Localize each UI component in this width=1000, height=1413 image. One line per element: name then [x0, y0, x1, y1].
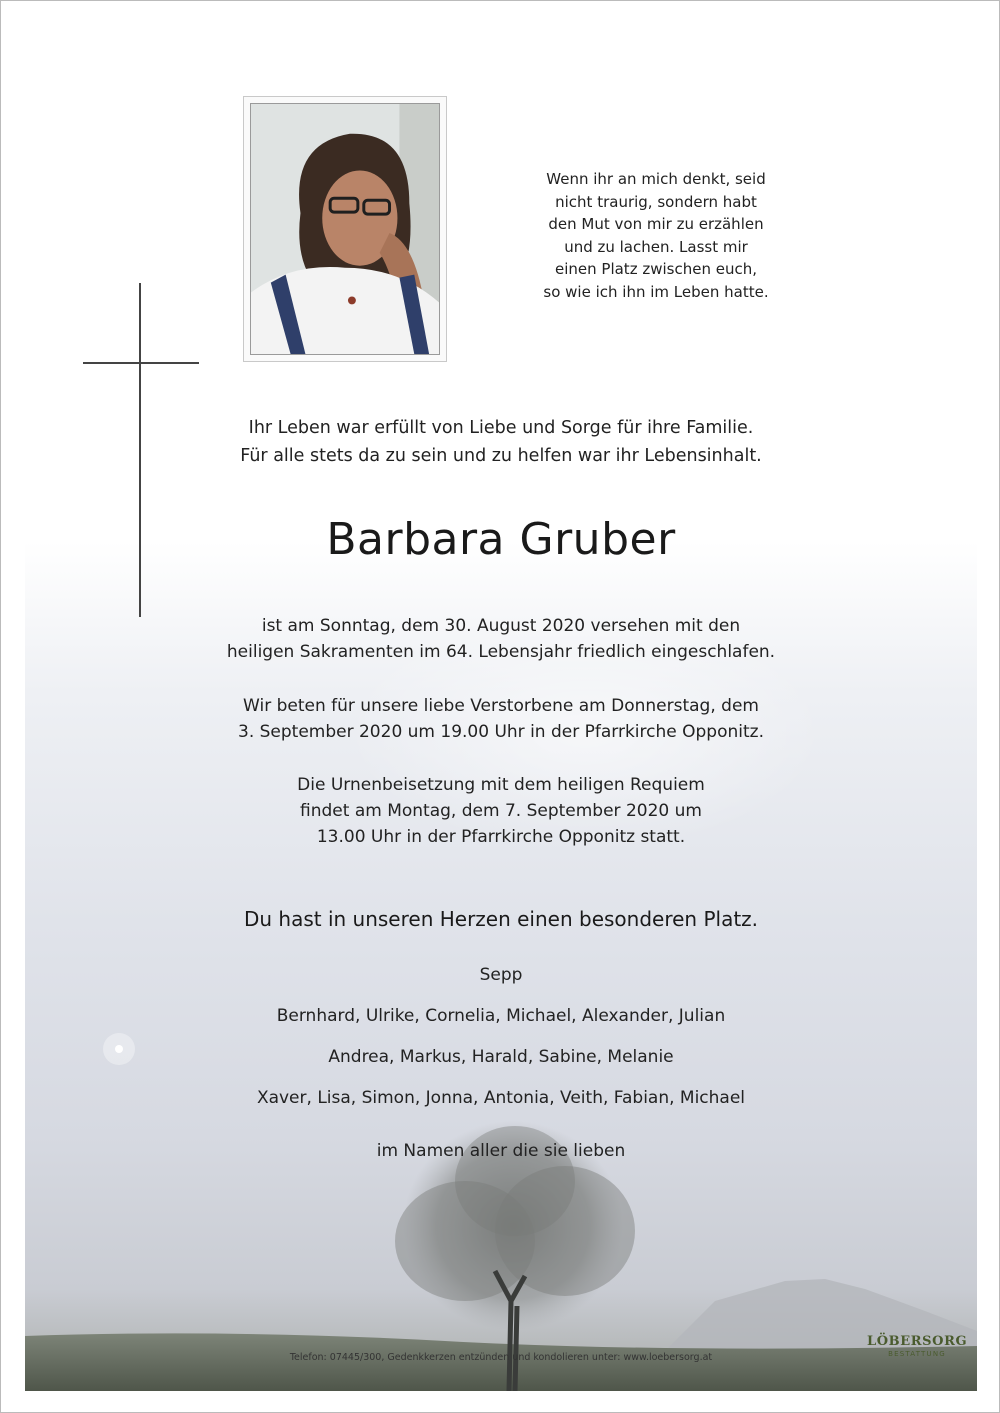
memorial-motto: Du hast in unseren Herzen einen besonderen Platz.: [243, 907, 759, 931]
footer-contact: Telefon: 07445/300, Gedenkkerzen entzünden und kondolieren unter: www.loebersorg.at: [289, 1352, 713, 1363]
portrait-frame: [243, 96, 447, 362]
logo-subtitle: BESTATTUNG: [888, 1350, 946, 1358]
family-line: Xaver, Lisa, Simon, Jonna, Antonia, Veith, Fabian, Michael: [256, 1088, 746, 1108]
portrait-photo: [250, 103, 440, 355]
cross-icon-bar: [83, 362, 199, 364]
logo-name: LÖBERSORG: [867, 1334, 968, 1349]
closing-line: im Namen aller die sie lieben: [376, 1141, 626, 1161]
deceased-name: Barbara Gruber: [326, 514, 676, 565]
family-line: Andrea, Markus, Harald, Sabine, Melanie: [328, 1047, 674, 1067]
funeral-home-logo: [867, 1334, 967, 1358]
death-notice-paragraph: ist am Sonntag, dem 30. August 2020 versehen mit den heiligen Sakramenten im 64. Lebensjahr friedlich eingeschlafen.: [226, 616, 776, 662]
family-line: Sepp: [479, 965, 523, 985]
family-line: Bernhard, Ulrike, Cornelia, Michael, Alexander, Julian: [276, 1006, 726, 1026]
burial-paragraph: Die Urnenbeisetzung mit dem heiligen Requiem findet am Montag, dem 7. September 2020 um 13.00 Uhr in der Pfarrkirche Opponitz statt.: [297, 775, 705, 847]
memorial-quote: Wenn ihr an mich denkt, seid nicht traurig, sondern habt den Mut von mir zu erzählen und zu lachen. Lasst mir einen Platz zwischen euch, so wie ich ihn im Leben hatte.: [543, 170, 769, 301]
prayer-service-paragraph: Wir beten für unsere liebe Verstorbene am Donnerstag, dem 3. September 2020 um 19.00 Uhr in der Pfarrkirche Opponitz.: [238, 696, 764, 742]
life-summary: Ihr Leben war erfüllt von Liebe und Sorge für ihre Familie. Für alle stets da zu sein und zu helfen war ihr Lebensinhalt.: [240, 418, 762, 466]
